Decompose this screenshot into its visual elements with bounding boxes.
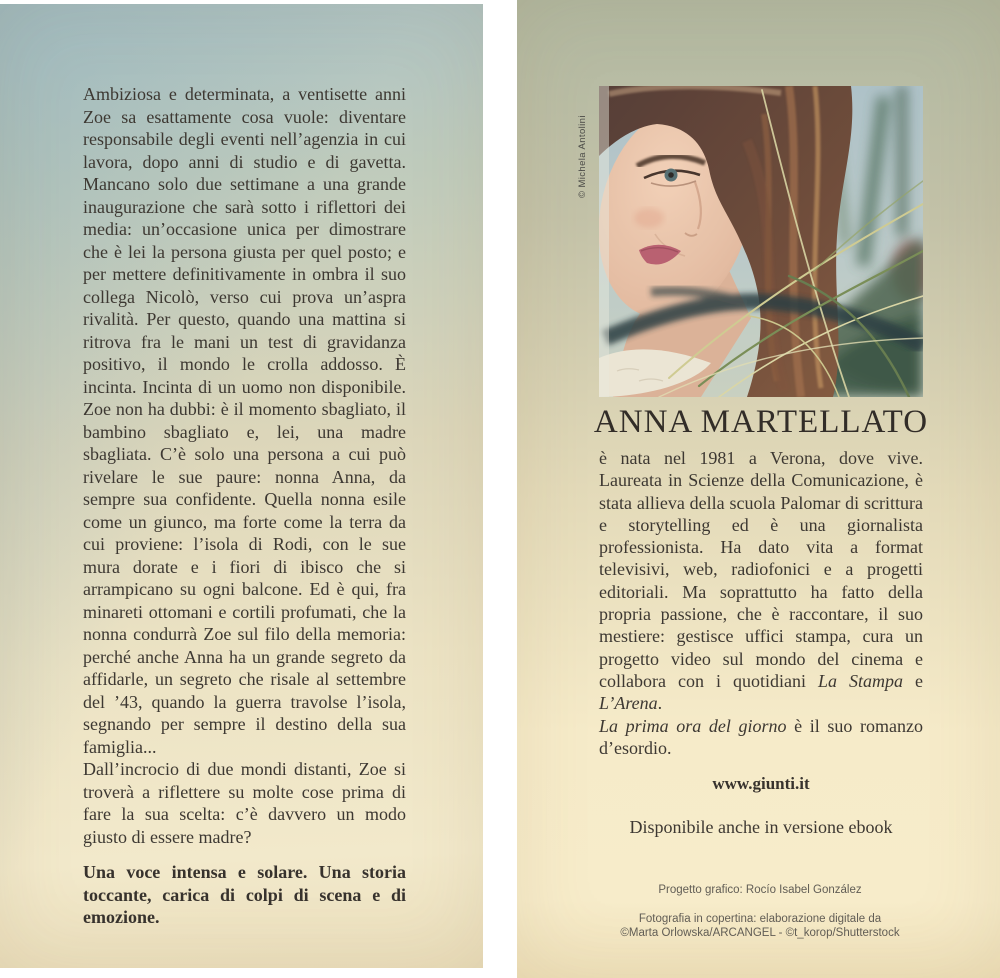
book-title: La prima ora del giorno — [599, 715, 787, 736]
photo-credit: © Michela Antolini — [577, 115, 588, 198]
bio-text-end: è il suo romanzo d’esordio. — [599, 715, 923, 758]
cover-photo-credit-line1: Fotografia in copertina: elaborazione digitale da — [638, 913, 882, 925]
credits-block — [555, 883, 965, 940]
back-flap — [517, 0, 1000, 978]
synopsis-text — [83, 83, 406, 929]
newspaper-title-la-stampa: La Stampa — [817, 670, 903, 691]
author-photo — [599, 86, 923, 397]
publisher-website: www.giunti.it — [712, 774, 810, 793]
cover-photo-credit-line2: ©Marta Orlowska/ARCANGEL - ©t_korop/Shutterstock — [620, 927, 900, 939]
author-name-heading: ANNA MARTELLATO — [593, 404, 929, 440]
design-credit: Progetto grafico: Rocío Isabel González — [658, 884, 862, 896]
newspaper-title-larena: L’Arena — [599, 693, 658, 714]
synopsis-paragraph-1: Ambiziosa e determinata, a ventisette anni Zoe sa esattamente cosa vuole: diventare responsabile degli eventi nell’agenzia in cui lavora, dopo anni di studio e di gavetta. Mancano solo due settimane a una grande inaugurazione che sarà sotto i riflettori dei media: un’occasione unica per dimostrare che è lei la persona giusta per quel posto; e per mettere definitivamente in ombra il suo collega Nicolò, verso cui prova un’aspra rivalità. Per questo, quando una mattina si ritrova fra le mani un test di gravidanza positivo, il mondo le crolla addosso. È incinta. Incinta di un uomo non disponibile. Zoe non ha dubbi: è il momento sbagliato, il bambino sbagliato e, lei, una madre sbagliata. C’è solo una persona a cui può rivelare le sue paure: nonna Anna, da sempre sua confidente. Quella nonna esile come un giunco, ma forte come la terra da cui proviene: l’isola di Rodi, con le sue mura dorate e i fiori di ibisco che si arrampicano su ogni balcone. Ed è qui, fra minareti ottomani e cortili profumati, che la nonna condurrà Zoe sul filo della memoria: perché anche Anna ha un grande segreto da affidarle, un segreto che risale al settembre del ’43, quando la guerra travolse l’isola, segnando per sempre il destino della sua famiglia... — [83, 84, 406, 757]
author-bio — [599, 447, 923, 759]
bio-period: . — [657, 693, 663, 714]
ebook-availability-note: Disponibile anche in versione ebook — [629, 817, 893, 837]
front-flap — [0, 4, 483, 968]
tagline: Una voce intensa e solare. Una storia toccante, carica di colpi di scena e di emozione. — [83, 862, 406, 927]
synopsis-paragraph-2: Dall’incrocio di due mondi distanti, Zoe si troverà a riflettere su molte cose prima di fare la sua scelta: c’è davvero un modo giusto di essere madre? — [83, 759, 406, 847]
bio-conjunction: e — [903, 670, 923, 691]
bio-text: è nata nel 1981 a Verona, dove vive. Laureata in Scienze della Comunicazione, è stata allieva della scuola Palomar di scrittura e storytelling ed è una giornalista professionista. Ha dato vita a format televisivi, web, radiofonici e a progetti editoriali. Ma soprattutto ha fatto della propria passione, che è raccontare, il suo mestiere: gestisce uffici stampa, cura un progetto video sul mondo del cinema e collabora con i quotidiani — [599, 448, 923, 691]
